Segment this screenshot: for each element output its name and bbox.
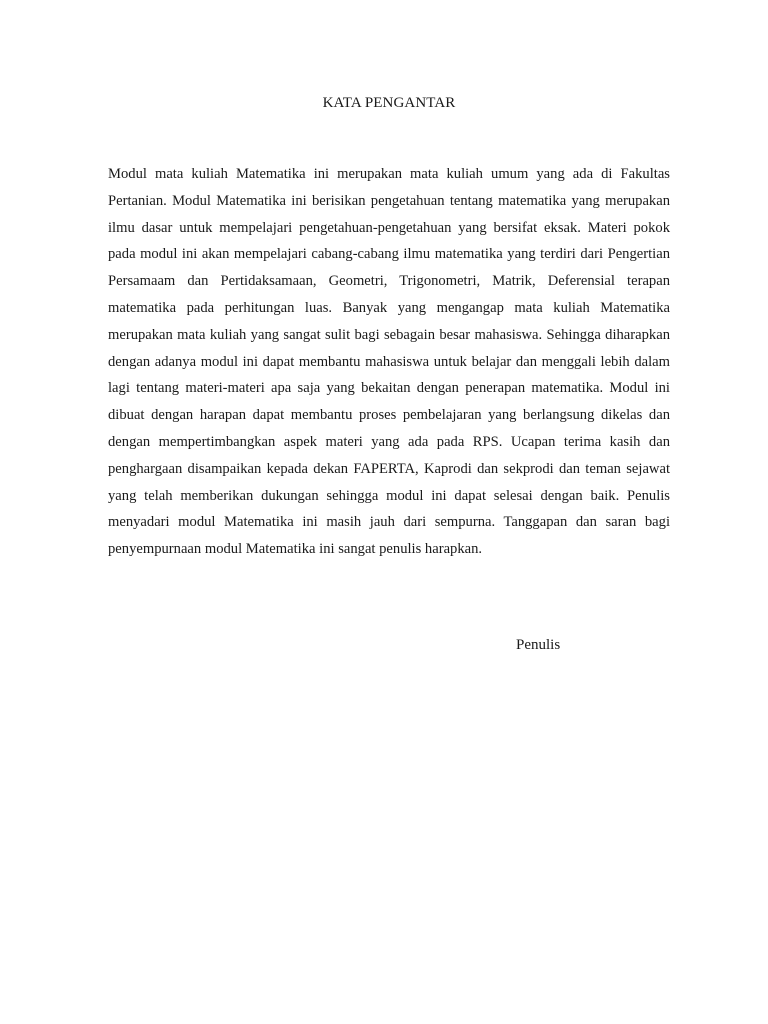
body-paragraph: Modul mata kuliah Matematika ini merupakan mata kuliah umum yang ada di Fakultas Pertanian. Modul Matematika ini berisikan pengetahuan tentang matematika yang merupakan ilmu dasar untuk mempelajari pengetahuan-pengetahuan yang bersifat eksak. Materi pokok pada modul ini akan mempelajari cabang-cabang ilmu matematika yang terdiri dari Pengertian Persamaam dan Pertidaksamaan, Geometri, Trigonometri, Matrik, Deferensial terapan matematika pada perhitungan luas. Banyak yang mengangap mata kuliah Matematika merupakan mata kuliah yang sangat sulit bagi sebagain besar mahasiswa. Sehingga diharapkan dengan adanya modul ini dapat membantu mahasiswa untuk belajar dan menggali lebih dalam lagi tentang materi-materi apa saja yang bekaitan dengan penerapan matematika. Modul ini dibuat dengan harapan dapat membantu proses pembelajaran yang berlangsung dikelas dan dengan mempertimbangkan aspek materi yang ada pada RPS. Ucapan terima kasih dan penghargaan disampaikan kepada dekan FAPERTA, Kaprodi dan sekprodi dan teman sejawat yang telah memberikan dukungan sehingga modul ini dapat selesai dengan baik. Penulis menyadari modul Matematika ini masih jauh dari sempurna. Tanggapan dan saran bagi penyempurnaan modul Matematika ini sangat penulis harapkan.: [108, 166, 670, 558]
page-title: KATA PENGANTAR: [322, 95, 456, 111]
signature: Penulis: [516, 637, 561, 653]
